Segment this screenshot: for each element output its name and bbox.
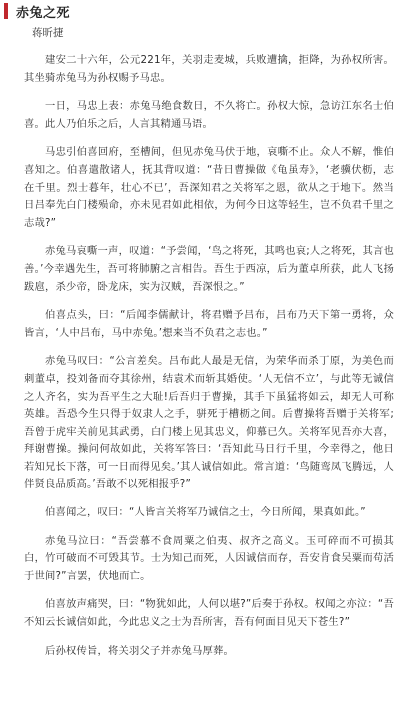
article-header [0, 0, 411, 22]
article-title: 赤兔之死 [16, 5, 71, 21]
paragraph-4: 赤兔马哀嘶一声，叹道：“予尝闻，‘鸟之将死，其鸣也哀;人之将死，其言也善。’今幸遇先生，吾可将肺腑之言相告。吾生于西凉，后为董卓所获，此人飞扬跋扈，杀少帝，卧龙床，实为汉贼，吾深恨之。” [24, 245, 394, 293]
article-author: 蒋昕捷 [32, 27, 64, 39]
paragraph-3: 马忠引伯喜回府，至槽间，但见赤兔马伏于地，哀嘶不止。众人不解，惟伯喜知之。伯喜遣散诸人，抚其背叹道：“昔日曹操做《龟虽寿》，‘老骥伏枥，志在千里。烈士暮年，壮心不已’，吾深知君之关将军之恩，欲从之于地下。然当日吕奉先白门楼殒命，亦未见君如此相依，为何今日这等轻生，岂不负君千里之志哉?” [24, 146, 394, 229]
paragraph-9: 伯喜放声痛哭，曰：“物犹如此，人何以堪?”后奏于孙权。权闻之亦泣：“吾不知云长诚信如此，今此忠义之士为吾所害，吾有何面目见天下苍生?” [24, 598, 394, 629]
article-body [24, 26, 394, 671]
paragraph-2: 一日，马忠上表：赤兔马绝食数日，不久将亡。孙权大惊，急访江东名士伯喜。此人乃伯乐之后，人言其精通马语。 [24, 100, 394, 130]
paragraph-6: 赤兔马叹曰：“公言差矣。吕布此人最是无信，为荣华而杀丁原，为美色而刺董卓，投刘备而夺其徐州，结袁术而斩其婚使。‘人无信不立’，与此等无诚信之人齐名，实为吾平生之大耻!后吾归于曹操，其手下虽猛将如云，却无人可称英雄。吾恐今生只得于奴隶人之手，骈死于槽枥之间。后曹操将吾赠于关将军;吾曾于虎牢关前见其武勇，白门楼上见其忠义，仰慕已久。关将军见吾亦大喜，拜谢曹操。操问何故如此，关将军答曰：‘吾知此马日行千里，今幸得之，他日若知兄长下落，可一日而得见矣。’其人诚信如此。常言道：‘鸟随鸾凤飞腾远，人伴贤良品质高。’吾敢不以死相报乎?” [24, 355, 394, 491]
paragraph-7: 伯喜闻之，叹曰：“人皆言关将军乃诚信之士，今日所闻，果真如此。” [45, 506, 366, 519]
paragraph-10: 后孙权传旨，将关羽父子并赤兔马厚葬。 [45, 644, 234, 657]
paragraph-1: 建安二十六年，公元221年，关羽走麦城，兵败遭擒，拒降，为孙权所害。其坐骑赤兔马为孙权赐予马忠。 [24, 54, 394, 84]
title-accent-bar [4, 3, 8, 19]
paragraph-5: 伯喜点头，曰：“后闻李儒献计，将君赠予吕布，吕布乃天下第一勇将，众皆言，‘人中吕布，马中赤兔。’想来当不负君之志也。” [24, 309, 394, 339]
paragraph-8: 赤兔马泣曰：“吾尝慕不食周粟之伯夷、叔齐之高义。玉可碎而不可损其白，竹可破而不可毁其节。士为知己而死，人因诚信而存，吾安肯食吴粟而苟活于世间?”言罢，伏地而亡。 [24, 534, 394, 582]
